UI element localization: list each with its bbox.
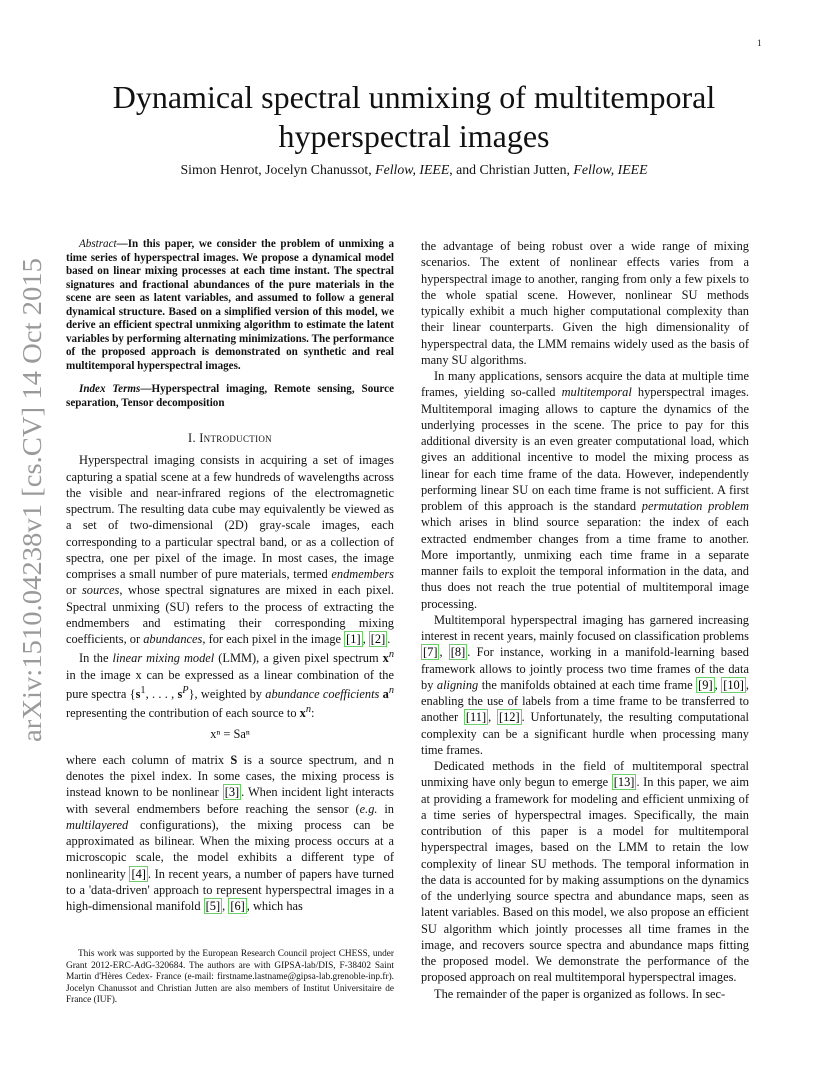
authors-part-2: , and Christian Jutten,	[449, 162, 574, 177]
intro-paragraph-2: In the linear mixing model (LMM), a given pixel spectrum $x^n$ in the image x can be expressed as a linear combination of the pure spectra {$s^1$, . . . , $s^P$}, weighted by abundance coefficients $a^n$ representing the contribution of each source to $x^n$:	[66, 649, 395, 721]
citation-link[interactable]: [13]	[613, 775, 635, 790]
section-number: I.	[188, 431, 200, 445]
right-paragraph-4: Dedicated methods in the field of multitemporal spectral unmixing have only begun to emerge [13] . In this paper, we aim at providing a framework for modeling and efficient unmixing of a time series of hyperspectral images. Specifically, the main contribution of this paper is a model for multitemporal hyperspectral images, based on the LMM to retain the low complexity of linear SU methods. The temporal information in the data is accounted for by making assumptions on the dynamics of the underlying source spectra and abundance maps, seen as latent variables. Based on this model, we also propose an efficient SU algorithm which jointly processes all time frames in the image, and recovers source spectra and abundance maps fitting the proposed model. We demonstrate the performance of the proposed approach on real multitemporal hyperspectral images.	[421, 759, 749, 985]
index-terms-text: —Hyperspectral imaging, Remote sensing, Source separation, Tensor decomposition	[66, 383, 394, 409]
title-line-1: Dynamical spectral unmixing of multitemporal	[112, 79, 716, 115]
citation-link[interactable]: [6]	[230, 899, 245, 914]
citation-link[interactable]: [7]	[423, 645, 438, 660]
citation-link[interactable]: [2]	[370, 632, 386, 646]
abstract-label: Abstract	[79, 238, 117, 250]
abstract-text: —In this paper, we consider the problem of unmixing a time series of hyperspectral images. We propose a dynamical model based on linear mixing processes at each time instant. The spectral signatures and fractional abundances of the pure materials in the scene are seen as latent variables, and assumed to follow a general dynamical structure. Based on a simplified version of this model, we derive an efficient spectral unmixing algorithm to estimate the latent variables by performing alternating minimizations. The performance of the proposed approach is demonstrated on synthetic and real multitemporal hyperspectral images.	[66, 238, 394, 372]
page-number: 1	[757, 38, 762, 48]
author-title-2: Fellow, IEEE	[573, 162, 648, 177]
abstract	[66, 238, 394, 373]
arxiv-stamp	[4, 256, 52, 744]
left-column	[66, 238, 394, 914]
citation-link[interactable]: [12]	[498, 710, 520, 725]
right-paragraph-3: Multitemporal hyperspectral imaging has garnered increasing interest in recent years, mainly focused on classification problems [7] , [8] . For instance, working in a manifold-learning based framework allows to jointly process two time frames of the data by aligning the manifolds obtained at each time frame [9] , [10] , enabling the use of labels from a time frame to be transferred to another [11] , [12] . Unfortunately, the resulting computational complexity can be a significant hurdle when processing many time frames.	[421, 612, 749, 757]
footnote: This work was supported by the European Research Council project CHESS, under Grant 2012-ERC-AdG-320684. The authors are with GIPSA-lab/DIS, F-38402 Saint Martin d'Hères Cedex- France (e-mail: firstname.lastname@gipsa-lab.grenoble-inp.fr). Jocelyn Chanussot and Christian Jutten are also members of Institut Universitaire de France (IUF).	[66, 949, 394, 1006]
author-title-1: Fellow, IEEE	[375, 162, 450, 177]
index-terms	[66, 383, 394, 410]
right-paragraph-5: The remainder of the paper is organized as follows. In sec-	[434, 986, 726, 1001]
index-terms-label: Index Terms	[79, 383, 141, 395]
citation-link[interactable]: [8]	[450, 645, 466, 660]
equation-lmm: xⁿ = Saⁿ	[210, 726, 250, 741]
right-paragraph-1: the advantage of being robust over a wide range of mixing scenarios. The extent of nonlinear effects varies from a hyperspectral image to another, ranging from only a few pixels to the whole spatial scene. However, nonlinear SU methods typically exhibit a much higher computational complexity than their linear counterparts. Given the high dimensionality of hyperspectral data, the LMM remains widely used as the basis of many SU algorithms.	[421, 239, 749, 367]
paper-title	[60, 78, 768, 156]
citation-link[interactable]: [5]	[205, 899, 221, 914]
author-line	[60, 162, 768, 178]
section-title: Introduction	[199, 431, 272, 445]
intro-paragraph-1: Hyperspectral imaging consists in acquiring a set of images capturing a spatial scene at a few hundreds of wavelengths across the visible and near-infrared regions of the electromagnetic spectrum. The resulting data cube may equivalently be viewed as a set of two-dimensional (2D) gray-scale images, each corresponding to a particular spectral band, or as a collection of spectra, one per pixel of the image. In most cases, the image comprises a small number of pure materials, termed endmembers or sources, whose spectral signatures are mixed in each pixel. Spectral unmixing (SU) refers to the process of extracting the endmembers and estimating their corresponding mixing coefficients, or abundances, for each pixel in the image [1] , [2] .	[66, 453, 395, 646]
citation-link[interactable]: [3]	[224, 785, 240, 800]
citation-link[interactable]: [11]	[465, 710, 487, 725]
section-heading-introduction	[66, 430, 394, 446]
right-column	[421, 238, 749, 1002]
authors-part-1: Simon Henrot, Jocelyn Chanussot,	[180, 162, 376, 177]
citation-link[interactable]: [1]	[346, 632, 361, 646]
intro-paragraph-3: where each column of matrix S is a source spectrum, and n denotes the pixel index. In some cases, the mixing process is instead known to be nonlinear [3] . When incident light interacts with several endmembers before reaching the sensor (e.g. in multilayered configurations), the mixing process can be approximated as bilinear. When the mixing process occurs at a microscopic scale, the model exhibits a different type of nonlinearity [4] . In recent years, a number of papers have turned to a 'data-driven' approach to represent hyperspectral images in a high-dimensional manifold [5] , [6] , which has	[66, 752, 394, 914]
citation-link[interactable]: [4]	[131, 866, 146, 881]
arxiv-stamp-text: arXiv:1510.04238v1 [cs.CV] 14 Oct 2015	[17, 286, 47, 742]
citation-link[interactable]: [10]	[723, 677, 744, 692]
title-line-2: hyperspectral images	[278, 118, 550, 154]
right-paragraph-2: In many applications, sensors acquire the data at multiple time frames, yielding so-called multitemporal hyperspectral images. Multitemporal imaging allows to capture the dynamics of the underlying processes in the scene. The price to pay for this additional diversity is an even greater computational load, which gives an additional incentive to model the mixing process as linear for each time frame of the data. However, independently performing linear SU on each time frame is not sufficient. A first problem of this approach is the standard permutation problem which arises in blind source separation: the index of each extracted endmember changes from a time frame to another. More importantly, unmixing each time frame in a separate manner fails to exploit the temporal information in the data, and thus does not reach the true potential of multitemporal image processing.	[421, 369, 749, 611]
citation-link[interactable]: [9]	[698, 677, 713, 692]
